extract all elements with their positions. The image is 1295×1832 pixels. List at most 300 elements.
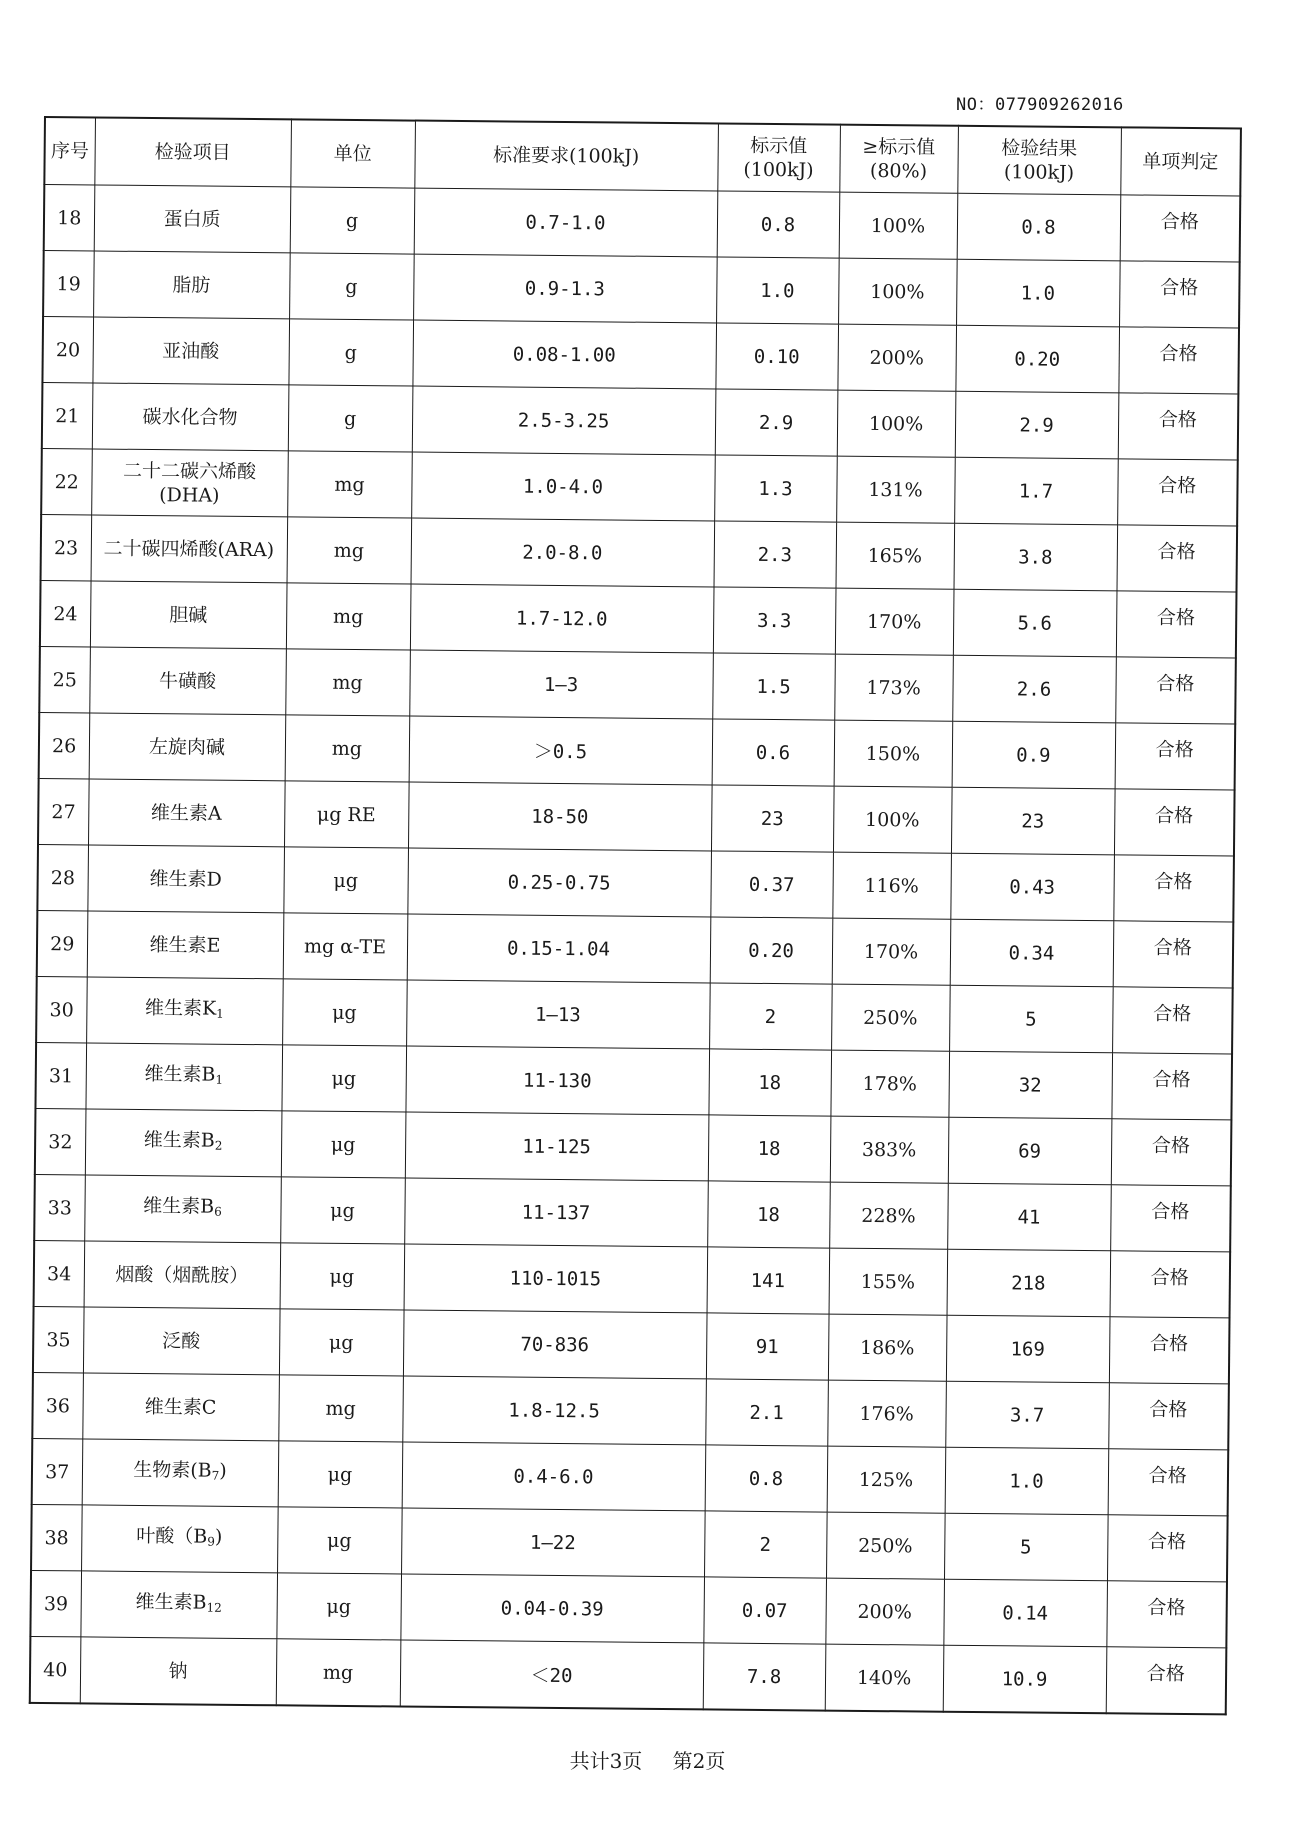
cell-standard: 11-137 bbox=[404, 1178, 708, 1247]
cell-seq: 36 bbox=[32, 1372, 83, 1438]
cell-unit: μg bbox=[280, 1177, 405, 1244]
table-row bbox=[43, 251, 1240, 328]
judgement-text: 合格 bbox=[1156, 672, 1195, 696]
header-pct-title: ≥标示值 bbox=[862, 135, 936, 159]
cell-result: 1.0 bbox=[956, 259, 1120, 327]
judgement-text: 合格 bbox=[1146, 1662, 1185, 1686]
item-name bbox=[84, 1457, 275, 1488]
cell-judgement bbox=[1114, 789, 1235, 856]
item-name bbox=[83, 1589, 274, 1620]
cell-judgement bbox=[1108, 1449, 1229, 1516]
cell-label-value: 1.0 bbox=[716, 257, 839, 324]
item-name-main: 烟酸（烟酰胺） bbox=[115, 1263, 249, 1287]
header-label-value bbox=[717, 123, 840, 192]
header-pct-of-label bbox=[839, 125, 958, 194]
judgement-text: 合格 bbox=[1148, 1464, 1187, 1488]
cell-unit: g bbox=[288, 385, 413, 452]
cell-result: 218 bbox=[947, 1249, 1111, 1317]
judgement-text: 合格 bbox=[1147, 1530, 1187, 1554]
cell-standard: 1.7-12.0 bbox=[410, 584, 714, 653]
cell-item bbox=[80, 1571, 277, 1639]
cell-label-value: 2 bbox=[709, 983, 832, 1050]
cell-pct-of-label: 250% bbox=[826, 1512, 945, 1579]
item-name-main: 亚油酸 bbox=[162, 339, 220, 363]
cell-label-value: 18 bbox=[708, 1115, 831, 1182]
cell-item bbox=[82, 1373, 279, 1441]
cell-result: 41 bbox=[947, 1183, 1111, 1251]
table-row bbox=[37, 844, 1234, 921]
cell-unit: μg bbox=[281, 1045, 406, 1112]
item-name bbox=[95, 404, 286, 430]
item-name bbox=[84, 1523, 275, 1554]
item-name-main: 碳水化合物 bbox=[142, 405, 238, 429]
item-name bbox=[91, 800, 282, 826]
table-row bbox=[38, 778, 1235, 855]
item-name bbox=[82, 1658, 273, 1684]
cell-judgement bbox=[1106, 1581, 1227, 1648]
cell-seq: 26 bbox=[39, 712, 90, 778]
cell-seq: 21 bbox=[42, 382, 93, 448]
inspection-table bbox=[29, 116, 1242, 1715]
cell-pct-of-label: 140% bbox=[825, 1644, 944, 1712]
item-name bbox=[88, 1061, 279, 1092]
cell-judgement bbox=[1109, 1317, 1230, 1384]
cell-item bbox=[89, 647, 286, 715]
cell-standard: 11-130 bbox=[405, 1046, 709, 1115]
cell-result: 10.9 bbox=[943, 1645, 1107, 1713]
table-header-row bbox=[44, 117, 1241, 196]
cell-label-value: 0.07 bbox=[703, 1577, 826, 1644]
report-number: NO：077909262016 bbox=[956, 95, 1124, 115]
cell-seq: 34 bbox=[34, 1240, 85, 1306]
table-body bbox=[30, 185, 1241, 1715]
table-row bbox=[31, 1504, 1228, 1581]
cell-item bbox=[92, 317, 289, 385]
cell-unit: g bbox=[288, 319, 413, 386]
cell-result: 5 bbox=[949, 985, 1113, 1053]
item-name-subscript: 7 bbox=[211, 1468, 220, 1483]
cell-judgement bbox=[1111, 1053, 1232, 1120]
cell-standard: 110-1015 bbox=[404, 1244, 708, 1313]
judgement-text: 合格 bbox=[1156, 606, 1196, 630]
cell-standard: 1.8-12.5 bbox=[402, 1376, 706, 1445]
item-name-main: 左旋肉碱 bbox=[148, 735, 226, 759]
cell-unit: μg RE bbox=[284, 781, 409, 848]
judgement-text: 合格 bbox=[1159, 342, 1198, 366]
cell-pct-of-label: 250% bbox=[831, 984, 950, 1051]
item-name-main: 维生素B bbox=[144, 1063, 216, 1086]
current-page: 第2页 bbox=[672, 1749, 726, 1773]
item-name bbox=[92, 668, 283, 694]
cell-result: 3.8 bbox=[953, 523, 1117, 591]
cell-pct-of-label: 173% bbox=[834, 654, 953, 721]
cell-item bbox=[84, 1175, 281, 1243]
cell-pct-of-label: 200% bbox=[837, 324, 956, 391]
cell-label-value: 7.8 bbox=[703, 1643, 826, 1711]
cell-result: 2.9 bbox=[955, 391, 1119, 459]
cell-unit: mg bbox=[276, 1639, 401, 1707]
item-name-main: 泛酸 bbox=[162, 1329, 201, 1353]
table-row bbox=[39, 712, 1236, 789]
cell-pct-of-label: 186% bbox=[828, 1314, 947, 1381]
cell-unit: mg bbox=[285, 715, 410, 782]
cell-standard: 1—13 bbox=[406, 980, 710, 1049]
cell-item bbox=[86, 977, 283, 1045]
cell-label-value: 0.8 bbox=[717, 191, 840, 258]
cell-pct-of-label: 131% bbox=[836, 456, 955, 523]
cell-seq: 37 bbox=[32, 1438, 83, 1504]
judgement-text: 合格 bbox=[1160, 210, 1199, 234]
cell-standard: 0.25-0.75 bbox=[407, 848, 711, 917]
table-row bbox=[32, 1372, 1229, 1449]
cell-unit: μg bbox=[279, 1309, 404, 1376]
cell-seq: 30 bbox=[36, 976, 87, 1042]
item-name-suffix: ) bbox=[214, 1525, 223, 1548]
item-name bbox=[89, 995, 280, 1026]
cell-result: 2.6 bbox=[952, 655, 1116, 723]
cell-label-value: 2 bbox=[704, 1511, 827, 1578]
header-label-value-unit: (100kJ) bbox=[743, 158, 814, 182]
cell-seq: 38 bbox=[31, 1504, 82, 1570]
cell-judgement bbox=[1107, 1515, 1228, 1582]
judgement-text: 合格 bbox=[1154, 870, 1193, 894]
cell-label-value: 0.10 bbox=[715, 323, 838, 390]
judgement-text: 合格 bbox=[1147, 1596, 1186, 1620]
cell-label-value: 0.37 bbox=[710, 851, 833, 918]
cell-pct-of-label: 178% bbox=[830, 1050, 949, 1117]
table-row bbox=[32, 1438, 1229, 1515]
cell-pct-of-label: 116% bbox=[832, 852, 951, 919]
item-name-main: 维生素B bbox=[143, 1195, 215, 1218]
item-name-main: 生物素(B bbox=[133, 1458, 212, 1482]
cell-pct-of-label: 170% bbox=[832, 918, 951, 985]
item-name-subscript: 6 bbox=[214, 1204, 222, 1219]
cell-judgement bbox=[1115, 657, 1236, 724]
table-row bbox=[30, 1636, 1227, 1714]
judgement-text: 合格 bbox=[1157, 540, 1196, 564]
item-name-main: 钠 bbox=[168, 1659, 188, 1682]
cell-judgement bbox=[1112, 987, 1233, 1054]
item-name-main: 维生素K bbox=[144, 997, 217, 1020]
item-name bbox=[87, 1193, 278, 1224]
item-name-main: 二十碳四烯酸(ARA) bbox=[103, 537, 275, 561]
item-name bbox=[90, 866, 281, 892]
cell-result: 0.9 bbox=[952, 721, 1116, 789]
cell-label-value: 18 bbox=[708, 1049, 831, 1116]
cell-standard: 0.04-0.39 bbox=[400, 1574, 704, 1643]
item-name-main: 维生素E bbox=[149, 933, 221, 957]
cell-standard: 1—3 bbox=[409, 650, 713, 719]
cell-pct-of-label: 170% bbox=[835, 588, 954, 655]
cell-result: 3.7 bbox=[945, 1381, 1109, 1449]
judgement-text: 合格 bbox=[1153, 1002, 1192, 1026]
cell-judgement bbox=[1117, 459, 1238, 526]
table-row bbox=[30, 1570, 1227, 1647]
cell-unit: mg bbox=[286, 583, 411, 650]
cell-unit: mg bbox=[287, 451, 412, 518]
item-name-suffix: ) bbox=[219, 1459, 227, 1482]
cell-pct-of-label: 125% bbox=[827, 1446, 946, 1513]
item-name-main: 蛋白质 bbox=[163, 207, 221, 231]
cell-label-value: 2.3 bbox=[714, 521, 837, 588]
cell-item bbox=[87, 911, 284, 979]
cell-judgement bbox=[1113, 855, 1234, 922]
table-row bbox=[39, 646, 1236, 723]
item-name-main: 维生素A bbox=[150, 801, 222, 825]
item-name bbox=[88, 1127, 279, 1158]
cell-seq: 28 bbox=[37, 844, 88, 910]
cell-label-value: 1.5 bbox=[712, 653, 835, 720]
cell-unit: mg α-TE bbox=[283, 913, 408, 980]
cell-seq: 18 bbox=[44, 185, 95, 251]
cell-standard: 2.0-8.0 bbox=[411, 518, 715, 587]
cell-judgement bbox=[1119, 261, 1240, 328]
cell-label-value: 2.9 bbox=[715, 389, 838, 456]
header-result bbox=[957, 126, 1121, 195]
cell-pct-of-label: 155% bbox=[829, 1248, 948, 1315]
cell-unit: μg bbox=[281, 1111, 406, 1178]
cell-item bbox=[89, 713, 286, 781]
cell-seq: 23 bbox=[41, 514, 92, 580]
cell-item bbox=[83, 1307, 280, 1375]
table-row bbox=[44, 185, 1241, 262]
cell-unit: μg bbox=[282, 979, 407, 1046]
cell-standard: 1—22 bbox=[401, 1508, 705, 1577]
cell-judgement bbox=[1115, 723, 1236, 790]
cell-pct-of-label: 200% bbox=[825, 1578, 944, 1645]
cell-result: 1.0 bbox=[945, 1447, 1109, 1515]
table-row bbox=[42, 317, 1239, 394]
table-row bbox=[36, 976, 1233, 1053]
cell-label-value: 0.8 bbox=[705, 1445, 828, 1512]
item-name bbox=[86, 1262, 277, 1288]
item-name-subscript: 2 bbox=[214, 1138, 223, 1153]
cell-seq: 40 bbox=[30, 1636, 81, 1703]
cell-judgement bbox=[1108, 1383, 1229, 1450]
cell-judgement bbox=[1110, 1251, 1231, 1318]
judgement-text: 合格 bbox=[1151, 1134, 1191, 1158]
cell-standard: 0.08-1.00 bbox=[412, 320, 716, 389]
cell-item bbox=[92, 383, 289, 451]
header-result-title: 检验结果 bbox=[1001, 137, 1078, 160]
cell-seq: 20 bbox=[42, 317, 93, 383]
cell-result: 32 bbox=[948, 1051, 1112, 1119]
item-name-main: 维生素D bbox=[149, 867, 222, 891]
cell-label-value: 1.3 bbox=[714, 455, 837, 522]
cell-item bbox=[81, 1505, 278, 1573]
cell-unit: μg bbox=[280, 1243, 405, 1310]
item-name bbox=[94, 458, 285, 484]
page-footer bbox=[0, 1745, 1295, 1774]
cell-label-value: 18 bbox=[707, 1181, 830, 1248]
judgement-text: 合格 bbox=[1154, 804, 1194, 828]
judgement-text: 合格 bbox=[1160, 276, 1199, 300]
item-name-main: 维生素B bbox=[135, 1590, 207, 1614]
cell-unit: g bbox=[290, 187, 415, 254]
cell-seq: 33 bbox=[34, 1174, 85, 1240]
cell-judgement bbox=[1116, 525, 1237, 592]
item-name-main: 叶酸（B bbox=[136, 1524, 208, 1548]
cell-result: 0.14 bbox=[943, 1579, 1107, 1647]
cell-item bbox=[82, 1439, 279, 1507]
judgement-text: 合格 bbox=[1149, 1332, 1189, 1356]
cell-judgement bbox=[1118, 327, 1239, 394]
item-name bbox=[93, 536, 284, 562]
cell-item bbox=[94, 185, 291, 253]
cell-unit: g bbox=[289, 253, 414, 320]
cell-judgement bbox=[1118, 393, 1239, 460]
cell-result: 169 bbox=[946, 1315, 1110, 1383]
cell-unit: μg bbox=[278, 1441, 403, 1508]
cell-seq: 35 bbox=[33, 1306, 84, 1372]
cell-standard: 0.4-6.0 bbox=[402, 1442, 706, 1511]
cell-seq: 27 bbox=[38, 778, 89, 844]
cell-pct-of-label: 100% bbox=[833, 786, 952, 853]
cell-seq: 39 bbox=[30, 1570, 81, 1636]
item-name-main: 维生素B bbox=[143, 1129, 215, 1152]
cell-unit: mg bbox=[278, 1375, 403, 1442]
table-row bbox=[41, 448, 1238, 525]
cell-result: 5.6 bbox=[953, 589, 1117, 657]
cell-label-value: 2.1 bbox=[705, 1379, 828, 1446]
cell-standard: 0.7-1.0 bbox=[414, 188, 718, 257]
cell-result: 0.20 bbox=[955, 325, 1119, 393]
cell-pct-of-label: 100% bbox=[838, 258, 957, 325]
cell-seq: 19 bbox=[43, 251, 94, 317]
item-name-main: 二十二碳六烯酸 bbox=[122, 459, 257, 483]
cell-standard: 70-836 bbox=[403, 1310, 707, 1379]
cell-result: 69 bbox=[948, 1117, 1112, 1185]
cell-seq: 25 bbox=[39, 646, 90, 712]
cell-label-value: 141 bbox=[707, 1247, 830, 1314]
cell-judgement bbox=[1113, 921, 1234, 988]
table-row bbox=[33, 1306, 1230, 1383]
cell-label-value: 23 bbox=[711, 785, 834, 852]
cell-standard: ＞0.5 bbox=[409, 716, 713, 785]
cell-seq: 29 bbox=[37, 910, 88, 976]
cell-unit: μg bbox=[276, 1573, 401, 1640]
judgement-text: 合格 bbox=[1158, 474, 1197, 498]
cell-standard: 2.5-3.25 bbox=[412, 386, 716, 455]
cell-standard: 18-50 bbox=[408, 782, 712, 851]
item-name bbox=[96, 272, 287, 298]
header-standard: 标准要求(100kJ) bbox=[414, 121, 718, 191]
header-seq: 序号 bbox=[44, 117, 95, 185]
header-pct-sub: (80%) bbox=[869, 159, 928, 183]
cell-pct-of-label: 150% bbox=[834, 720, 953, 787]
item-name-abbrev: (DHA) bbox=[159, 483, 220, 507]
cell-unit: μg bbox=[277, 1507, 402, 1574]
cell-item bbox=[80, 1637, 277, 1705]
item-name bbox=[85, 1394, 276, 1420]
cell-pct-of-label: 176% bbox=[827, 1380, 946, 1447]
header-result-unit: (100kJ) bbox=[1003, 161, 1075, 184]
cell-label-value: 0.20 bbox=[710, 917, 833, 984]
table-row bbox=[41, 514, 1238, 591]
judgement-text: 合格 bbox=[1151, 1200, 1190, 1224]
header-label-value-title: 标示值 bbox=[750, 134, 808, 158]
judgement-text: 合格 bbox=[1150, 1266, 1189, 1290]
cell-standard: 1.0-4.0 bbox=[411, 452, 715, 521]
table-row bbox=[42, 382, 1239, 459]
table-row bbox=[34, 1240, 1231, 1317]
table-row bbox=[35, 1108, 1232, 1185]
cell-pct-of-label: 383% bbox=[830, 1116, 949, 1183]
item-name-main: 牛磺酸 bbox=[158, 669, 217, 693]
cell-seq: 31 bbox=[35, 1042, 86, 1108]
judgement-text: 合格 bbox=[1158, 408, 1197, 432]
table-row bbox=[34, 1174, 1231, 1251]
cell-seq: 22 bbox=[41, 448, 92, 514]
cell-item bbox=[87, 845, 284, 913]
cell-item bbox=[91, 449, 288, 517]
item-name bbox=[91, 734, 282, 760]
item-name-subscript: 12 bbox=[206, 1600, 222, 1615]
cell-result: 0.8 bbox=[957, 193, 1121, 261]
cell-label-value: 0.6 bbox=[712, 719, 835, 786]
header-judgement: 单项判定 bbox=[1120, 127, 1241, 196]
cell-judgement bbox=[1116, 591, 1237, 658]
header-unit: 单位 bbox=[290, 119, 415, 188]
item-name bbox=[93, 602, 284, 628]
cell-standard: 0.15-1.04 bbox=[407, 914, 711, 983]
cell-item bbox=[90, 581, 287, 649]
item-name-subscript: 1 bbox=[215, 1072, 224, 1087]
cell-standard: 11-125 bbox=[405, 1112, 709, 1181]
cell-item bbox=[84, 1241, 281, 1309]
cell-result: 1.7 bbox=[954, 457, 1118, 525]
total-pages: 共计3页 bbox=[569, 1749, 643, 1773]
judgement-text: 合格 bbox=[1153, 936, 1192, 960]
judgement-text: 合格 bbox=[1155, 738, 1194, 762]
cell-pct-of-label: 100% bbox=[839, 192, 958, 259]
cell-seq: 24 bbox=[40, 580, 91, 646]
cell-pct-of-label: 165% bbox=[836, 522, 955, 589]
item-name bbox=[95, 338, 286, 364]
cell-item bbox=[93, 251, 290, 319]
cell-standard: 0.9-1.3 bbox=[413, 254, 717, 323]
cell-result: 5 bbox=[944, 1513, 1108, 1581]
cell-item bbox=[88, 779, 285, 847]
cell-label-value: 91 bbox=[706, 1313, 829, 1380]
item-name-subscript: 9 bbox=[207, 1534, 215, 1549]
cell-item bbox=[85, 1109, 282, 1177]
item-name bbox=[96, 206, 287, 232]
header-item: 检验项目 bbox=[94, 117, 291, 186]
cell-result: 0.34 bbox=[950, 919, 1114, 987]
cell-judgement bbox=[1110, 1185, 1231, 1252]
cell-judgement bbox=[1120, 195, 1241, 262]
item-name bbox=[89, 932, 280, 958]
cell-result: 0.43 bbox=[950, 853, 1114, 921]
item-name-main: 维生素C bbox=[144, 1395, 217, 1419]
cell-seq: 32 bbox=[35, 1108, 86, 1174]
item-name-main: 脂肪 bbox=[172, 273, 211, 297]
cell-unit: mg bbox=[287, 517, 412, 584]
cell-judgement bbox=[1106, 1647, 1227, 1715]
cell-unit: mg bbox=[285, 649, 410, 716]
cell-item bbox=[85, 1043, 282, 1111]
judgement-text: 合格 bbox=[1149, 1398, 1188, 1422]
item-name-subscript: 1 bbox=[216, 1006, 224, 1021]
cell-item bbox=[91, 515, 288, 583]
item-name-main: 胆碱 bbox=[169, 603, 208, 627]
cell-label-value: 3.3 bbox=[713, 587, 836, 654]
cell-judgement bbox=[1111, 1119, 1232, 1186]
cell-unit: μg bbox=[283, 847, 408, 914]
cell-pct-of-label: 100% bbox=[837, 390, 956, 457]
cell-result: 23 bbox=[951, 787, 1115, 855]
